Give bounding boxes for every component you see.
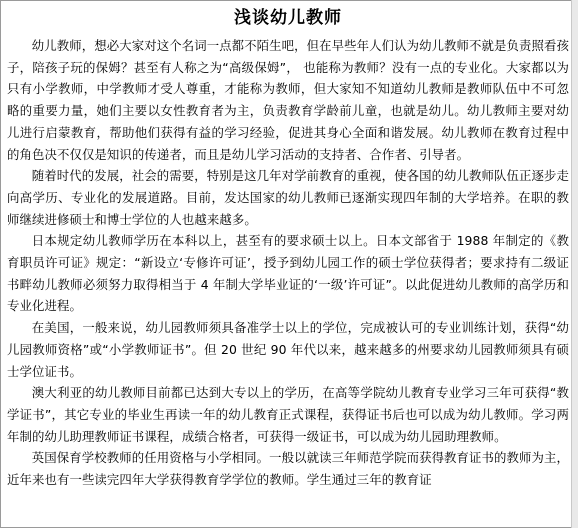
paragraph-uk: 英国保育学校教师的任用资格与小学相同。一般以就读三年师范学院而获得教育证书的教师为主，近年来也有一些读完四年大学获得教育学学位的教师。学生通过三年的教育证 bbox=[7, 450, 569, 488]
paragraph-usa: 在美国，一般来说，幼儿园教师须具备准学士以上的学位，完成被认可的专业训练计划，获得“幼儿园教师资格”或“小学教师证书”。但 20 世纪 90 年代以来，越来越多的州要求幼儿园教师须具有硕士学位证书。 bbox=[7, 320, 569, 379]
paragraph-japan: 日本规定幼儿教师学历在本科以上，甚至有的要求硕士以上。日本文部省于 1988 年制定的《教育职员许可证》规定：“新设立‘专修许可证’，授予到幼儿园工作的硕士学位获得者；要求持有二级证书畔幼儿教师必须努力取得相当于 4 年制大学毕业证的‘一级’许可证”。以此促进幼儿教师的高学历和专业化进程。 bbox=[7, 233, 569, 314]
vertical-scrollbar[interactable] bbox=[571, 0, 578, 528]
paragraph-trend: 随着时代的发展，社会的需要，特别是这几年对学前教育的重视，使各国的幼儿教师队伍正逐步走向高学历、专业化的发展道路。目前，发达国家的幼儿教师已逐渐实现四年制的大学培养。在职的教师继续进修硕士和博士学位的人也越来越多。 bbox=[7, 168, 569, 227]
article-title: 浅谈幼儿教师 bbox=[234, 8, 342, 28]
article bbox=[7, 5, 569, 491]
paragraph-intro: 幼儿教师，想必大家对这个名词一点都不陌生吧，但在早些年人们认为幼儿教师不就是负责照看孩子，陪孩子玩的保姆？甚至有人称之为“高级保姆”， 也能称为教师？没有一点的专业化。大家都以为只有小学教师，中学教师才受人尊重，才能称为教师，但大家知不知道幼儿教师是教师队伍中不可忽略的重要力量，她们主要以女性教育者为主，负责教育学龄前儿童，也就是幼儿。幼儿教师主要对幼儿进行启蒙教育，帮助他们获得有益的学习经验，促进其身心全面和谐发展。幼儿教师在教育过程中的角色决不仅仅是知识的传递者，而且是幼儿学习活动的支持者、合作者、引导者。 bbox=[7, 38, 569, 162]
paragraph-australia: 澳大利亚的幼儿教师目前都已达到大专以上的学历，在高等学院幼儿教育专业学习三年可获得“教学证书”，其它专业的毕业生再读一年的幼儿教育正式课程，获得证书后也可以成为幼儿教师。学习两年制的幼儿助理教师证书课程，成绩合格者，可获得一级证书，可以成为幼儿园助理教师。 bbox=[7, 385, 569, 444]
